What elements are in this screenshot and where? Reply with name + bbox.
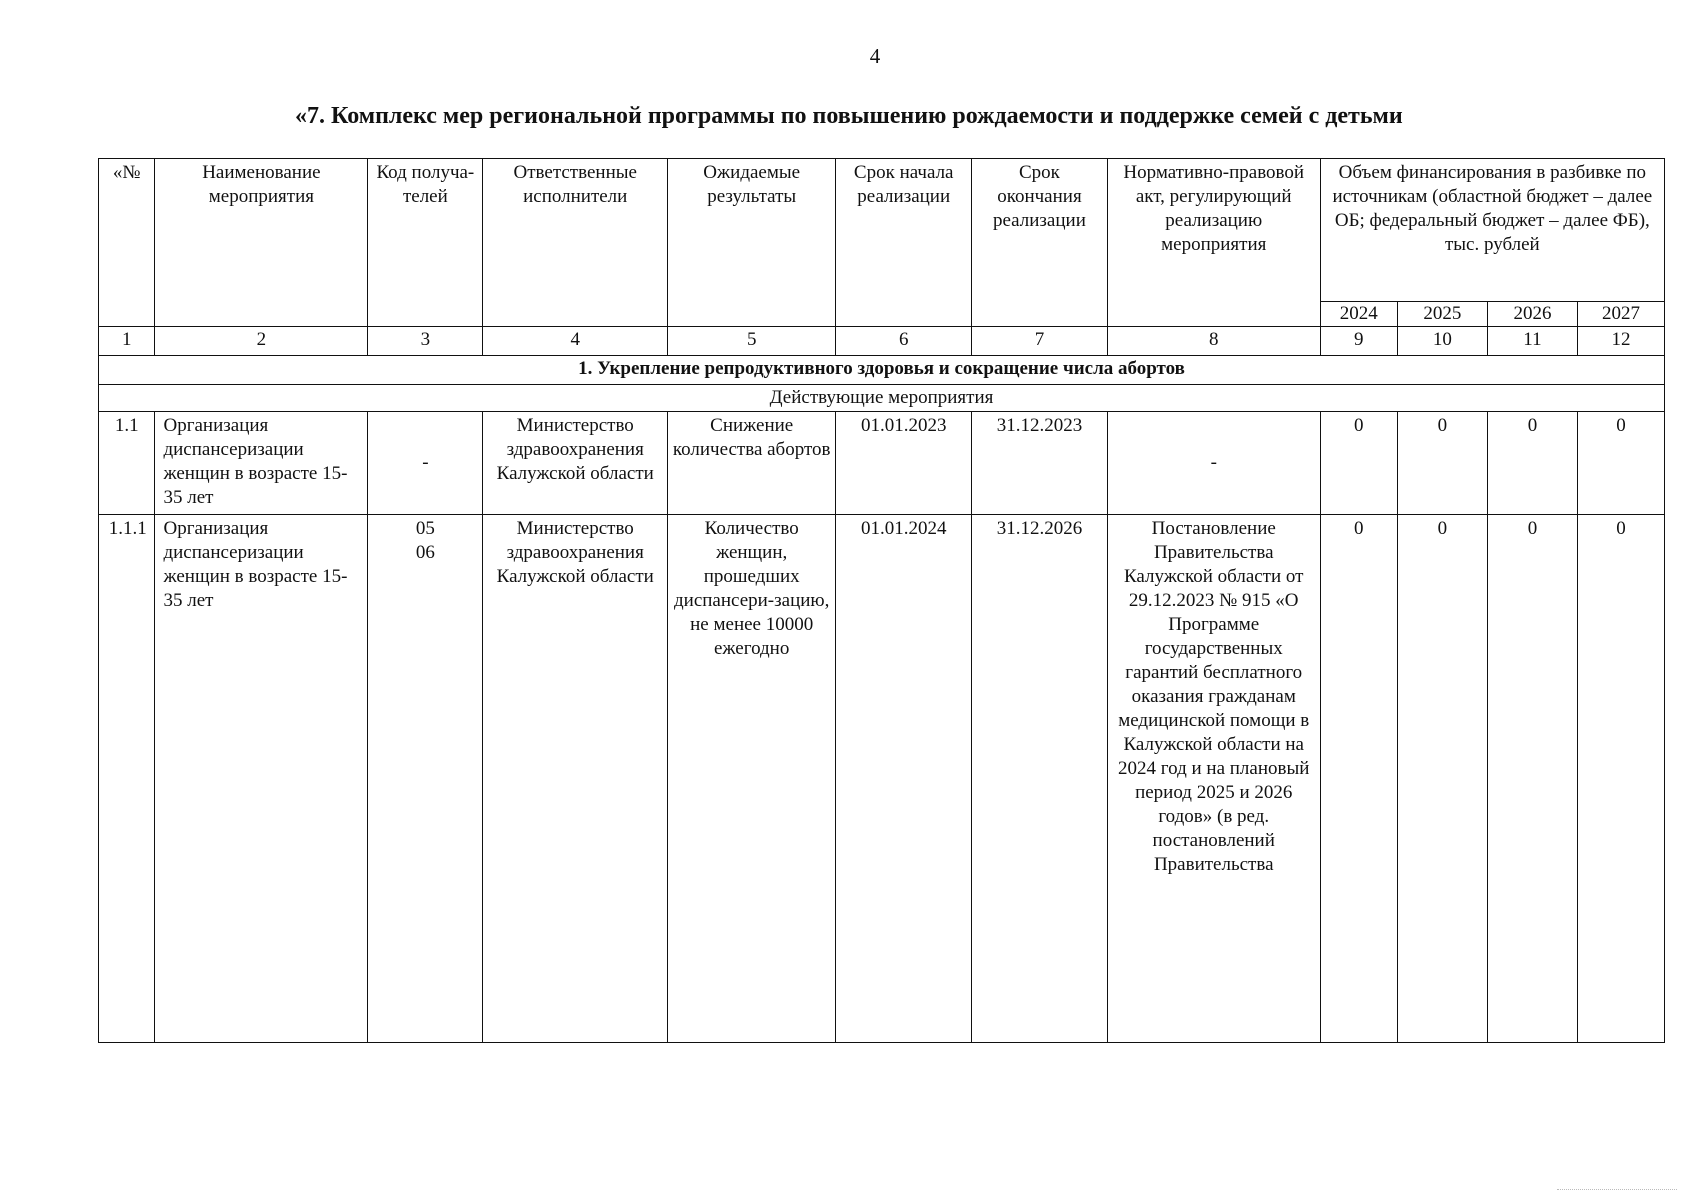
column-number: 1	[99, 327, 155, 356]
header-year: 2026	[1487, 302, 1577, 327]
row-num: 1.1.1	[99, 515, 155, 1043]
subsection-row	[99, 385, 1665, 412]
header-year: 2027	[1578, 302, 1665, 327]
header-results: Ожидаемые результаты	[668, 159, 836, 327]
header-end: Срок окончания реализации	[972, 159, 1108, 327]
row-start: 01.01.2024	[836, 515, 972, 1043]
header-year: 2025	[1397, 302, 1487, 327]
scan-artifact	[1557, 1189, 1677, 1192]
row-executors: Министерство здравоохранения Калужской области	[483, 515, 668, 1043]
column-number: 5	[668, 327, 836, 356]
row-code: 05 06	[368, 515, 483, 1043]
column-number: 3	[368, 327, 483, 356]
row-value: 0	[1578, 412, 1665, 515]
row-act: Постановление Правительства Калужской области от 29.12.2023 № 915 «О Программе государственных гарантий бесплатного оказания гражданам медицинской помощи в Калужской области на 2024 год и на плановый период 2025 и 2026 годов» (в ред. постановлений Правительства	[1107, 515, 1320, 1043]
row-code: -	[368, 412, 483, 515]
column-number: 12	[1578, 327, 1665, 356]
column-number: 4	[483, 327, 668, 356]
row-end: 31.12.2023	[972, 412, 1108, 515]
subsection-title: Действующие мероприятия	[99, 385, 1665, 412]
header-executors: Ответственные исполнители	[483, 159, 668, 327]
document-title: «7. Комплекс мер региональной программы по повышению рождаемости и поддержке семей с детьми	[295, 103, 1403, 129]
header-year: 2024	[1320, 302, 1397, 327]
row-start: 01.01.2023	[836, 412, 972, 515]
column-number: 6	[836, 327, 972, 356]
table-row	[99, 412, 1665, 515]
column-number: 9	[1320, 327, 1397, 356]
measures-table	[98, 158, 1665, 1043]
column-number: 7	[972, 327, 1108, 356]
page-number: 4	[869, 44, 881, 68]
row-value: 0	[1578, 515, 1665, 1043]
column-number: 2	[155, 327, 368, 356]
header-code: Код получа-телей	[368, 159, 483, 327]
row-value: 0	[1487, 515, 1577, 1043]
row-executors: Министерство здравоохранения Калужской области	[483, 412, 668, 515]
header-start: Срок начала реализации	[836, 159, 972, 327]
column-numbers-row	[99, 327, 1665, 356]
row-results: Количество женщин, прошедших диспансери-зацию, не менее 10000 ежегодно	[668, 515, 836, 1043]
column-number: 8	[1107, 327, 1320, 356]
header-finance: Объем финансирования в разбивке по источникам (областной бюджет – далее ОБ; федеральный бюджет – далее ФБ), тыс. рублей	[1320, 159, 1664, 302]
header-num: «№	[99, 159, 155, 327]
column-number: 11	[1487, 327, 1577, 356]
header-name: Наименование мероприятия	[155, 159, 368, 327]
header-act: Нормативно-правовой акт, регулирующий реализацию мероприятия	[1107, 159, 1320, 327]
row-results: Снижение количества абортов	[668, 412, 836, 515]
row-value: 0	[1397, 412, 1487, 515]
row-name: Организация диспансеризации женщин в возрасте 15-35 лет	[155, 412, 368, 515]
section-title: 1. Укрепление репродуктивного здоровья и сокращение числа абортов	[99, 356, 1665, 385]
section-row	[99, 356, 1665, 385]
row-end: 31.12.2026	[972, 515, 1108, 1043]
row-value: 0	[1320, 412, 1397, 515]
header-row	[99, 159, 1665, 302]
row-name: Организация диспансеризации женщин в возрасте 15-35 лет	[155, 515, 368, 1043]
column-number: 10	[1397, 327, 1487, 356]
table-row	[99, 515, 1665, 1043]
row-value: 0	[1487, 412, 1577, 515]
row-act: -	[1107, 412, 1320, 515]
row-num: 1.1	[99, 412, 155, 515]
row-value: 0	[1397, 515, 1487, 1043]
row-value: 0	[1320, 515, 1397, 1043]
